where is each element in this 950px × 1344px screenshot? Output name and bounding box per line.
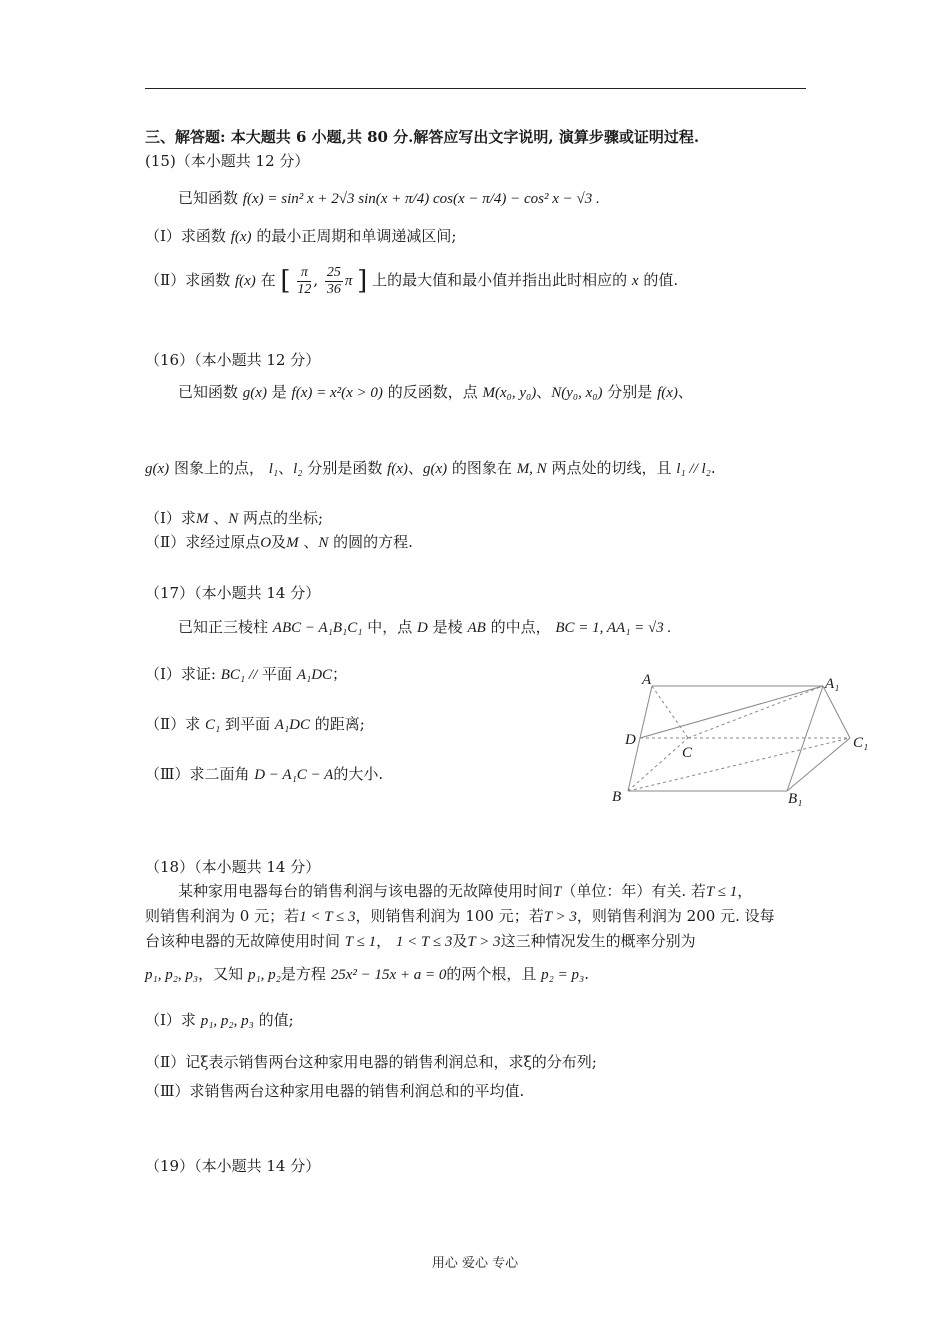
vertex-C1: C₁ bbox=[853, 735, 869, 751]
section-header: 三、解答题: 本大题共 6 小题,共 80 分.解答应写出文字说明, 演算步骤或证明过程. bbox=[145, 128, 700, 146]
q18-part2: （Ⅱ）记ξ表示销售两台这种家用电器的销售利润总和，求ξ的分布列; bbox=[145, 1053, 597, 1071]
q17-part3: （Ⅲ）求二面角 D − A₁C − A的大小. bbox=[145, 765, 384, 783]
q19-heading: （19）（本小题共 14 分） bbox=[145, 1157, 321, 1175]
q15-part2: （Ⅱ）求函数 f(x) 在 [ $\frac{\pi}{12}$ , $\frac{25}{36}$ π ] 上的最大值和最小值并指出此时相应的 x 的值. bbox=[145, 264, 679, 297]
q15-part2-x: x bbox=[631, 273, 639, 289]
q16-part2: （Ⅱ）求经过原点O及M 、N 的圆的方程. bbox=[145, 533, 413, 551]
vertex-B1: B₁ bbox=[788, 791, 803, 807]
q18-part3: （Ⅲ）求销售两台这种家用电器的销售利润总和的平均值. bbox=[145, 1082, 525, 1100]
q17-part1: （Ⅰ）求证: BC₁ // 平面 A₁DC； bbox=[145, 665, 348, 683]
vertex-A: A bbox=[642, 672, 652, 688]
q17-line1: 已知正三棱柱 ABC − A₁B₁C₁ 中，点 D 是棱 AB 的中点， BC = 1, AA₁ = √3 . bbox=[178, 618, 672, 636]
q18-line3: 台该种电器的无故障使用时间 T ≤ 1， 1 < T ≤ 3及T > 3这三种情况发生的概率分别为 bbox=[145, 932, 696, 950]
q18-line1: 某种家用电器每台的销售利润与该电器的无故障使用时间T（单位：年）有关. 若T ≤ 1， bbox=[178, 882, 753, 900]
q16-heading: （16）（本小题共 12 分） bbox=[145, 351, 321, 369]
vertex-B: B bbox=[612, 789, 622, 805]
q15-part2-fx: f(x) bbox=[234, 273, 256, 289]
q18-line4: p₁, p₂, p₃，又知 p₁, p₂是方程 25x² − 15x + a = 0的两个根，且 p₂ = p₃. bbox=[145, 965, 590, 983]
interval-right-bracket: ] bbox=[357, 266, 368, 296]
prism-figure bbox=[600, 665, 890, 815]
q18-heading: （18）（本小题共 14 分） bbox=[145, 858, 321, 876]
q16-line2: g(x) 图象上的点， l₁、l₂ 分别是函数 f(x)、g(x) 的图象在 M, N 两点处的切线，且 l₁ // l₂. bbox=[145, 459, 716, 477]
page-footer: 用心 爱心 专心 bbox=[431, 1256, 519, 1271]
interval-left-bracket: [ bbox=[280, 266, 291, 296]
q17-part2: （Ⅱ）求 C₁ 到平面 A₁DC 的距离; bbox=[145, 715, 365, 733]
q15-part2-text: 上的最大值和最小值并指出此时相应的 bbox=[372, 271, 628, 289]
vertex-A1: A₁ bbox=[825, 676, 840, 692]
q15-intro: 已知函数 bbox=[178, 189, 239, 207]
q15-part1-label: （Ⅰ）求函数 bbox=[145, 227, 226, 245]
q15-part1-text: 的最小正周期和单调递减区间; bbox=[256, 227, 457, 245]
q16-part1: （Ⅰ）求M 、N 两点的坐标; bbox=[145, 509, 324, 527]
interval-lower-fraction: $\frac{\pi}{12}$ bbox=[297, 264, 312, 297]
q15-part2-label: （Ⅱ）求函数 bbox=[145, 271, 231, 289]
q15-part1 bbox=[145, 226, 456, 247]
header-rule bbox=[145, 88, 806, 89]
q15-part1-fx: f(x) bbox=[230, 229, 252, 245]
q15-intro-line bbox=[178, 188, 600, 209]
q15-formula: f(x) = sin² x + 2√3 sin(x + π/4) cos(x − π/4) − cos² x − √3 . bbox=[242, 191, 600, 207]
interval-pi: π bbox=[344, 273, 353, 289]
q16-line1: 已知函数 g(x) 是 f(x) = x²(x > 0) 的反函数，点 M(x₀, y₀)、N(y₀, x₀) 分别是 f(x)、 bbox=[178, 383, 693, 401]
q15-part2-end: 的值. bbox=[643, 271, 679, 289]
q18-line2: 则销售利润为 0 元；若1 < T ≤ 3，则销售利润为 100 元；若T > 3，则销售利润为 200 元. 设每 bbox=[145, 907, 775, 925]
vertex-D: D bbox=[625, 732, 636, 748]
interval-upper-fraction: $\frac{25}{36}$ bbox=[326, 264, 341, 297]
q18-part1: （Ⅰ）求 p₁, p₂, p₃ 的值; bbox=[145, 1011, 294, 1029]
q15-part2-at: 在 bbox=[260, 271, 276, 289]
q15-heading: (15)（本小题共 12 分） bbox=[145, 152, 310, 170]
q17-heading: （17）（本小题共 14 分） bbox=[145, 584, 321, 602]
vertex-C: C bbox=[682, 745, 693, 761]
